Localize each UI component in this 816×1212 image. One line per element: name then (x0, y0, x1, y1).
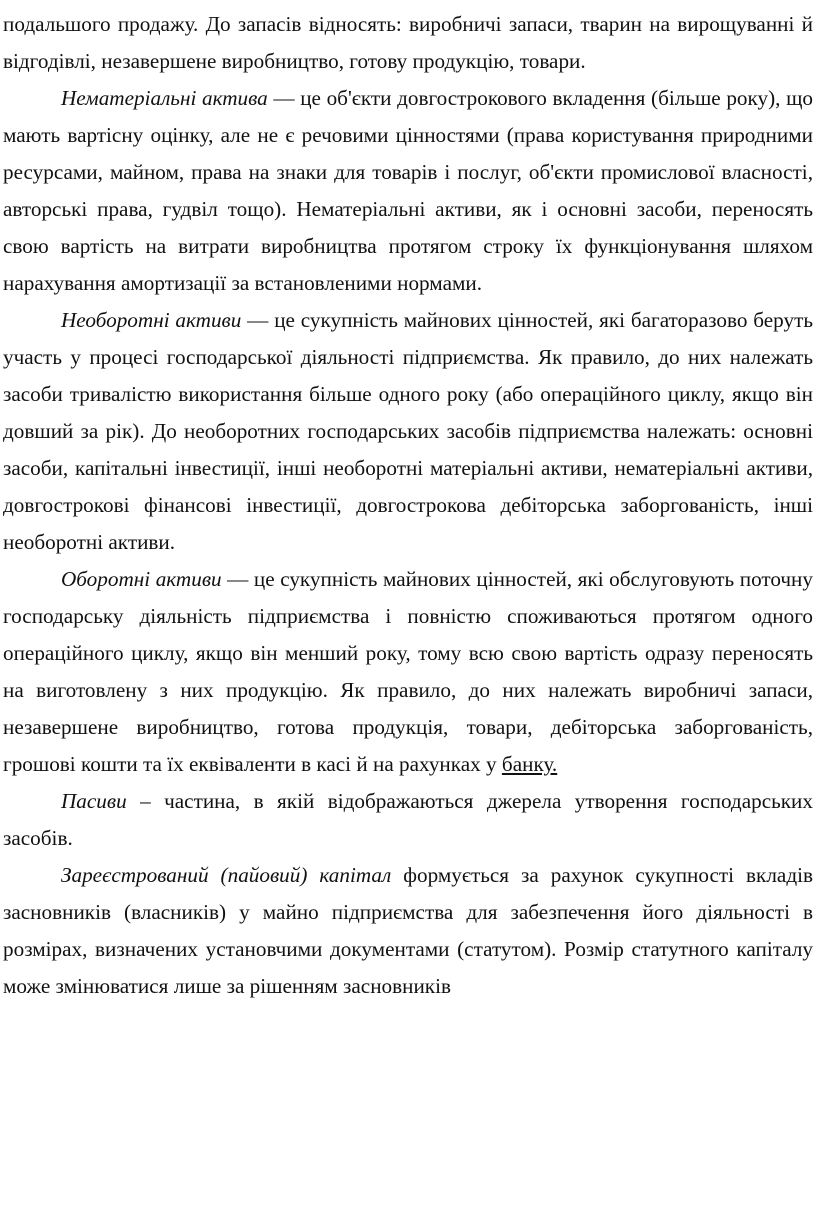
term-intangible-assets: Нематеріальні актива (61, 86, 268, 110)
paragraph-intangible-assets (3, 80, 813, 302)
paragraph-liabilities (3, 783, 813, 857)
paragraph-text: подальшого продажу. До запасів відносять: виробничі запаси, тварин на вирощуванні й відгодівлі, незавершене виробництво, готову продукцію, товари. (3, 12, 813, 73)
paragraph-text: — це об'єкти довгострокового вкладення (більше року), що мають вартісну оцінку, але не є речовими цінностями (права користування природними ресурсами, майном, права на знаки для товарів і послуг, об'єкти промислової власності, авторські права, гудвіл тощо). Нематеріальні активи, як і основні засоби, переносять свою вартість на витрати виробництва протягом строку їх функціонування шляхом нарахування амортизації за встановленими нормами. (3, 86, 813, 295)
paragraph-registered-capital (3, 857, 813, 1005)
paragraph-current-assets (3, 561, 813, 783)
paragraph-text: – частина, в якій відображаються джерела утворення господарських засобів. (3, 789, 813, 850)
paragraph-inventory-continuation (3, 6, 813, 80)
term-liabilities: Пасиви (61, 789, 127, 813)
term-registered-capital: Зареєстрований (пайовий) капітал (61, 863, 392, 887)
term-current-assets: Оборотні активи (61, 567, 222, 591)
paragraph-non-current-assets (3, 302, 813, 561)
term-non-current-assets: Необоротні активи (61, 308, 242, 332)
paragraph-text: — це сукупність майнових цінностей, які багаторазово беруть участь у процесі господарської діяльності підприємства. Як правило, до них належать засоби тривалістю використання більше одного року (або операційного циклу, якщо він довший за рік). До необоротних господарських засобів підприємства належать: основні засоби, капітальні інвестиції, інші необоротні матеріальні активи, нематеріальні активи, довгострокові фінансові інвестиції, довгострокова дебіторська заборгованість, інші необоротні активи. (3, 308, 813, 554)
underlined-text: банку. (501, 752, 558, 776)
paragraph-text: формується за рахунок сукупності вкладів засновників (власників) у майно підприємства для забезпечення його діяльності в розмірах, визначених установчими документами (статутом). Розмір статутного капіталу може змінюватися лише за рішенням засновників (3, 863, 813, 998)
document-page (3, 6, 813, 1005)
paragraph-text: — це сукупність майнових цінностей, які обслуговують поточну господарську діяльність підприємства і повністю споживаються протягом одного операційного циклу, якщо він менший року, тому всю свою вартість одразу переносять на виготовлену з них продукцію. Як правило, до них належать виробничі запаси, незавершене виробництво, готова продукція, товари, дебіторська заборгованість, грошові кошти та їх еквіваленти в касі й на рахунках у (3, 567, 813, 776)
